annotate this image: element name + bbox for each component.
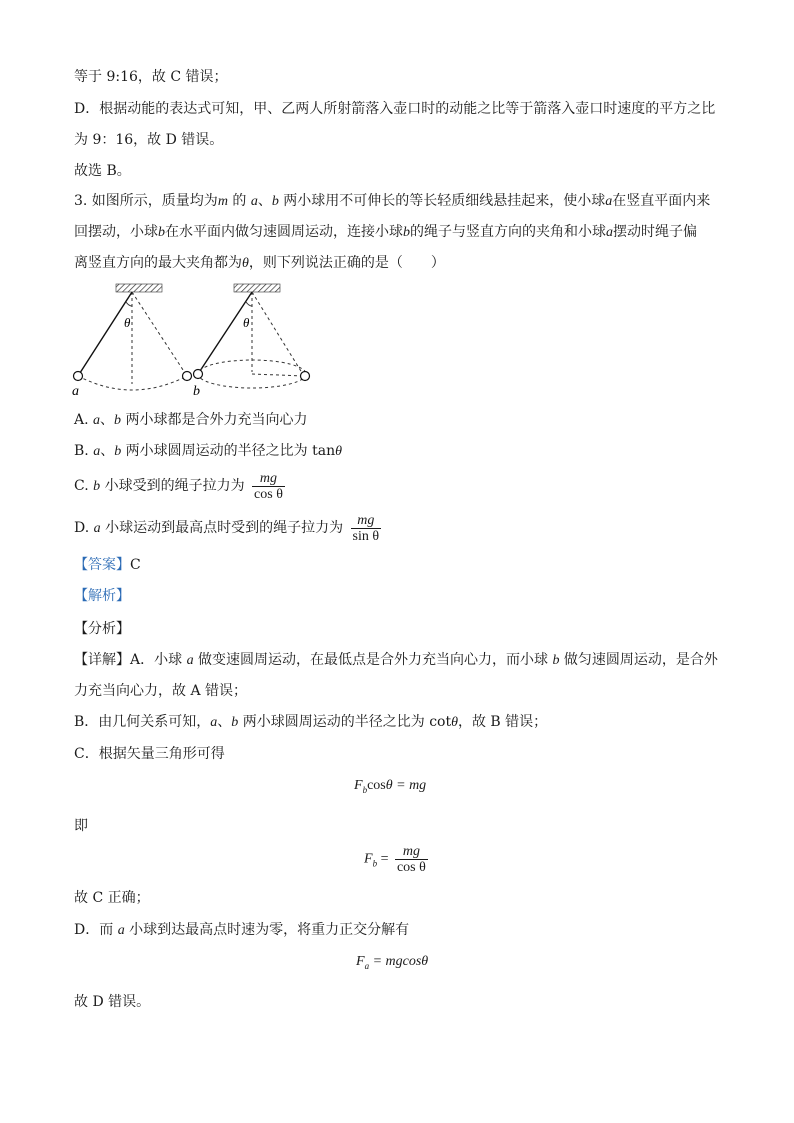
ceiling-mount-left: [116, 284, 162, 292]
ceiling-mount-right: [234, 284, 280, 292]
detail-line-1: 【详解】A．小球 a 做变速圆周运动，在最低点是合外力充当向心力，而小球 b 做匀速圆周运动，是合外: [74, 652, 718, 668]
ball-a-right: [183, 372, 192, 381]
equation-3: $F_a = mgcos\theta$: [356, 954, 429, 971]
label-a: a: [72, 384, 79, 398]
fraction-mg-cos: $\frac{mg}{\text{cos θ}}$: [254, 470, 283, 502]
answer-line: [74, 555, 141, 575]
c-correct-line: 故 C 正确；: [74, 890, 150, 906]
detail-line-3: B．由几何关系可知，a、b 两小球圆周运动的半径之比为 cotθ，故 B 错误；: [74, 714, 548, 730]
equation-1: $F_b\cos\theta$ = mg: [354, 778, 427, 795]
fraction-eq2: $\frac{mg}{\text{cos θ}}$: [396, 844, 426, 875]
detail-line-5: D．而 a 小球到达最高点时速为零，将重力正交分解有: [74, 922, 410, 938]
label-b: b: [193, 384, 200, 398]
option-c: C. b 小球受到的绳子拉力为 $\frac{mg}{\text{cos θ}}$: [74, 470, 283, 502]
rope-a: [78, 292, 132, 376]
option-b: B. a、b 两小球圆周运动的半径之比为 tanθ: [74, 443, 342, 459]
ball-a: [74, 372, 83, 381]
answer-tag: 【答案】: [74, 557, 130, 573]
text-line-2: D．根据动能的表达式可知，甲、乙两人所射箭落入壶口时的动能之比等于箭落入壶口时速度的平方之比: [74, 101, 716, 117]
ball-b: [194, 370, 203, 379]
theta-label-right: θ: [243, 315, 250, 330]
cone-dashed-right: [252, 292, 304, 376]
analysis-tag: 【解析】: [74, 588, 130, 604]
answer-value: C: [130, 557, 141, 573]
ji-line: 即: [74, 818, 88, 834]
detail-line-2: 力充当向心力，故 A 错误；: [74, 683, 248, 699]
text-line-3: 为 9：16，故 D 错误。: [74, 132, 224, 148]
text-line-4: 故选 B。: [74, 163, 131, 179]
equation-2: $F_b$ = $\frac{mg}{\text{cos θ}}$: [364, 844, 426, 875]
theta-label-left: θ: [124, 315, 131, 330]
fraction-mg-sin: $\frac{mg}{\text{sin θ}}$: [352, 512, 380, 544]
option-a: A. a、b 两小球都是合外力充当向心力: [74, 412, 308, 428]
question-line-1: 3. 如图所示，质量均为m 的 a、b 两小球用不可伸长的等长轻质细线悬挂起来，使小球a在竖直平面内来: [74, 193, 711, 209]
option-d: D. a 小球运动到最高点时受到的绳子拉力为 $\frac{mg}{\text{sin θ}}$: [74, 512, 380, 544]
theta-arc-left: [126, 302, 132, 306]
rope-b: [198, 292, 252, 374]
theta-arc-right: [246, 302, 252, 306]
fenxi-tag: 【分析】: [74, 621, 130, 637]
ball-b-right: [301, 372, 310, 381]
question-line-2: 回摆动，小球b在水平面内做匀速圆周运动，连接小球b的绳子与竖直方向的夹角和小球a摆动时绳子偏: [74, 224, 697, 240]
rope-right-dashed-left: [132, 292, 187, 376]
text-line-1: 等于 9:16，故 C 错误；: [74, 69, 228, 85]
d-wrong-line: 故 D 错误。: [74, 994, 151, 1010]
detail-line-4: C．根据矢量三角形可得: [74, 746, 225, 762]
radius-dash-b: [252, 374, 304, 376]
pendulum-figure: [66, 280, 326, 398]
question-line-3: 离竖直方向的最大夹角都为θ，则下列说法正确的是（ ）: [74, 255, 445, 271]
